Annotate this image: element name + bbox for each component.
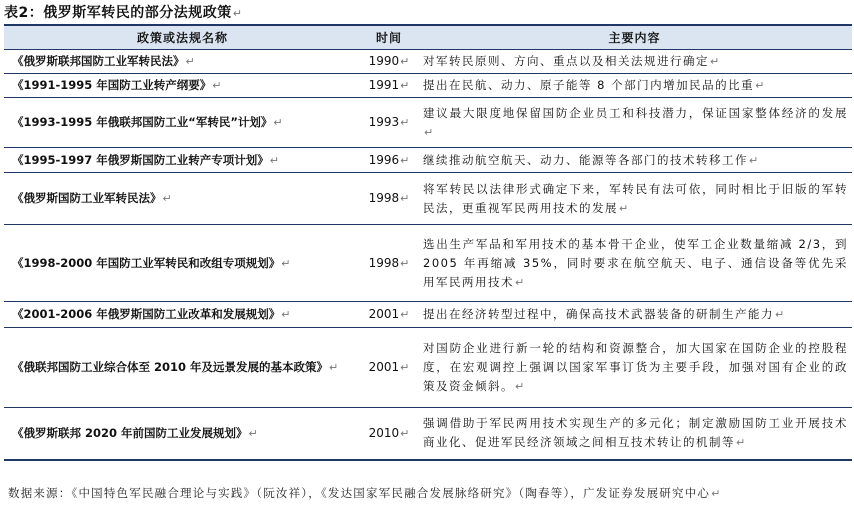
policy-name: 《1993-1995 年俄联邦国防工业“军转民”计划》↵: [4, 98, 361, 148]
policy-name: 《俄罗斯国防工业军转民法》↵: [4, 173, 361, 225]
header-content: 主要内容: [417, 25, 852, 50]
table-row: [4, 302, 852, 328]
policy-year: 2001↵: [361, 328, 417, 408]
policy-content: 选出生产军品和军用技术的基本骨干企业，使军工企业数量缩减 2/3，到 2005 年再缩减 35%，同时要求在航空航天、电子、通信设备等优先采用军民两用技术↵: [417, 225, 852, 302]
policy-content: 对军转民原则、方向、重点以及相关法规进行确定↵: [417, 50, 852, 74]
policy-name: 《1995-1997 年俄罗斯国防工业转产专项计划》↵: [4, 148, 361, 173]
policy-year: 2010↵: [361, 408, 417, 460]
policy-year: 1990↵: [361, 50, 417, 74]
table-row: [4, 148, 852, 173]
table-row: [4, 408, 852, 460]
header-name: 政策或法规名称: [4, 25, 361, 50]
table-header-row: [4, 25, 852, 50]
policy-table: [4, 24, 852, 461]
policy-name: 《俄联邦国防工业综合体至 2010 年及远景发展的基本政策》↵: [4, 328, 361, 408]
table-row: [4, 50, 852, 74]
policy-content: 继续推动航空航天、动力、能源等各部门的技术转移工作↵: [417, 148, 852, 173]
policy-content: 提出在经济转型过程中，确保高技术武器装备的研制生产能力↵: [417, 302, 852, 328]
policy-year: 1998↵: [361, 225, 417, 302]
policy-year: 1998↵: [361, 173, 417, 225]
policy-year: 1993↵: [361, 98, 417, 148]
table-row: [4, 98, 852, 148]
policy-name: 《俄罗斯联邦 2020 年前国防工业发展规划》↵: [4, 408, 361, 460]
table-row: [4, 173, 852, 225]
policy-name: 《俄罗斯联邦国防工业军转民法》↵: [4, 50, 361, 74]
policy-year: 1991↵: [361, 74, 417, 98]
table-row: [4, 328, 852, 408]
policy-name: 《2001-2006 年俄罗斯国防工业改革和发展规划》↵: [4, 302, 361, 328]
policy-content: 对国防企业进行新一轮的结构和资源整合，加大国家在国防企业的控股程度，在宏观调控上强调以国家军事订货为主要手段，加强对国有企业的政策及资金倾斜。↵: [417, 328, 852, 408]
policy-year: 2001↵: [361, 302, 417, 328]
source-note: 数据来源：《中国特色军民融合理论与实践》（阮汝祥），《发达国家军民融合发展脉络研究》（陶春等），广发证券发展研究中心↵: [8, 486, 722, 500]
policy-year: 1996↵: [361, 148, 417, 173]
policy-content: 将军转民以法律形式确定下来，军转民有法可依，同时相比于旧版的军转民法，更重视军民两用技术的发展↵: [417, 173, 852, 225]
table-row: [4, 225, 852, 302]
policy-name: 《1991-1995 年国防工业转产纲要》↵: [4, 74, 361, 98]
policy-content: 提出在民航、动力、原子能等 8 个部门内增加民品的比重↵: [417, 74, 852, 98]
header-year: 时间: [361, 25, 417, 50]
policy-content: 建议最大限度地保留国防企业员工和科技潜力，保证国家整体经济的发展↵: [417, 98, 852, 148]
policy-content: 强调借助于军民两用技术实现生产的多元化；制定激励国防工业开展技术商业化、促进军民经济领域之间相互技术转让的机制等↵: [417, 408, 852, 460]
table-row: [4, 74, 852, 98]
table-title: 表2：俄罗斯军转民的部分法规政策↵: [4, 5, 243, 21]
policy-name: 《1998-2000 年国防工业军转民和改组专项规划》↵: [4, 225, 361, 302]
